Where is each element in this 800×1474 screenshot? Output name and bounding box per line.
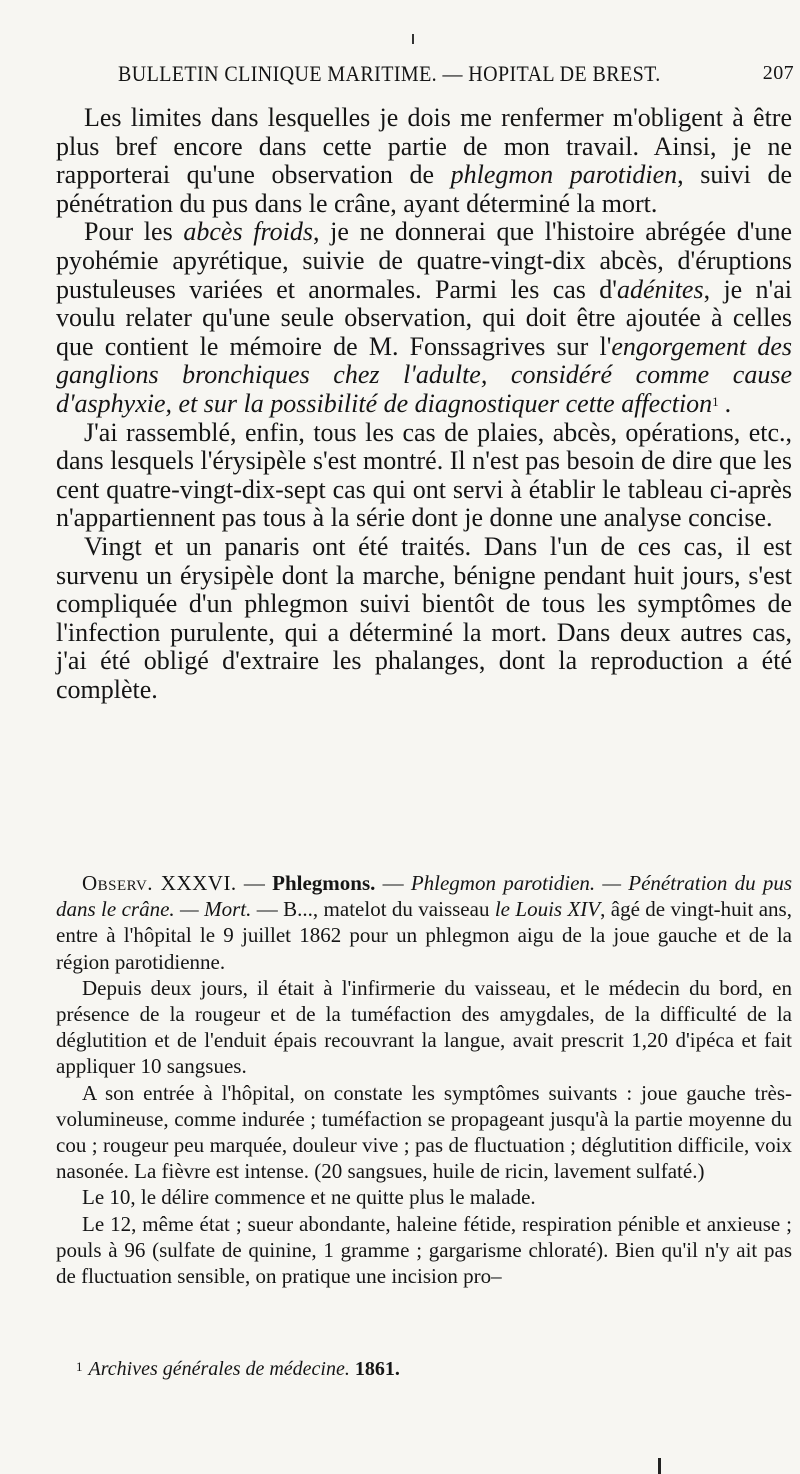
text-span: , je ne donnerai que l'histoire abrégée d'une pyohémie apyrétique, suivie de quatre-vingt-dix abcès, d'éruptions pustuleuses variées et anormales. Parmi les cas d': [56, 217, 793, 304]
page-number: 207: [762, 62, 794, 84]
italic-term: adénites: [616, 274, 704, 304]
paragraph-3: J'ai rassemblé, enfin, tous les cas de plaies, abcès, opérations, etc., dans lesquels l'érysipèle s'est montré. Il n'est pas besoin de dire que les cent quatre-vingt-dix-sept cas qui ont servi à établir le tableau ci-après n'appartiennent pas tous à la série dont je donne une analyse concise.: [56, 417, 792, 533]
paragraph-1: [56, 104, 792, 218]
text-span: Pour les: [84, 217, 184, 247]
observation-paragraph: A son entrée à l'hôpital, on constate les symptômes suivants : joue gauche très-volumineuse, comme indurée ; tuméfaction se propageant jusqu'à la partie moyenne du cou ; rougeur peu marquée, douleur vive ; pas de fluctuation ; déglutition difficile, voix nasonée. La fièvre est intense. (20 sangsues, huile de ricin, lavement sulfaté.): [56, 1080, 792, 1184]
paragraph-4: Vingt et un panaris ont été traités. Dans l'un de ces cas, il est survenu un érysipèle dont la marche, bénigne pendant huit jours, s'est compliquée d'un phlegmon suivi bientôt de tous les symptômes de l'infection purulente, qui a déterminé la mort. Dans deux autres cas, j'ai été obligé d'extraire les phalanges, dont la reproduction a été complète.: [56, 531, 792, 704]
observation-paragraph: Le 12, même état ; sueur abondante, haleine fétide, respiration pénible et anxieuse ; pouls à 96 (sulfate de quinine, 1 gramme ; gargarisme chloraté). Bien qu'il n'y ait pas de fluctuation sensible, on pratique une incision pro–: [56, 1211, 792, 1289]
top-edge-mark: [412, 34, 414, 44]
italic-term: abcès froids: [183, 217, 313, 247]
footnote: [76, 1356, 776, 1382]
observation-category: Phlegmons.: [272, 871, 376, 895]
ship-name: le Louis XIV: [494, 897, 601, 922]
text-span: Les limites dans lesquelles je dois me renfermer m'obligent à être plus bref encore dans cette partie de mon travail. Ainsi, je ne rapporterai qu'une observation de: [56, 103, 792, 190]
text-span: , suivi de pénétration du pus dans le crâne, ayant déterminé la mort.: [56, 160, 792, 218]
observation-paragraph: Depuis deux jours, il était à l'infirmerie du vaisseau, et le médecin du bord, en présence de la rougeur et de la tuméfaction des amygdales, de la difficulté de la déglutition et de l'enduit épais recouvrant la langue, avait prescrit 1,20 d'ipéca et fait appliquer 10 sangsues.: [56, 975, 792, 1079]
text-span: —: [375, 871, 411, 895]
footnote-marker: 1: [76, 1359, 83, 1374]
text-span: — B..., matelot du vaisseau: [251, 897, 495, 922]
footnote-year: 1861.: [349, 1358, 400, 1380]
observation-heading: [56, 870, 792, 975]
text-span: , âgé de vingt-huit ans, entre à l'hôpital le 9 juillet 1862 pour un phlegmon aigu de la joue gauche et de la région parotidienne.: [56, 897, 792, 974]
text-span: .: [724, 388, 732, 418]
bottom-edge-mark: [658, 1458, 661, 1474]
footnote-ref: 1: [712, 393, 719, 409]
observation-paragraph: Le 10, le délire commence et ne quitte plus le malade.: [82, 1185, 536, 1210]
running-head: [118, 62, 794, 94]
observation-title: Phlegmon parotidien. — Pénétration du pus dans le crâne. — Mort.: [56, 871, 793, 922]
paragraph-2: [56, 218, 792, 418]
main-text: [56, 104, 792, 704]
text-span: , je n'ai voulu relater qu'une seule observation, qui doit être ajoutée à celles que contient le mémoire de M. Fonssagrives sur l': [56, 274, 793, 361]
observation-label: Observ. XXXVI.: [82, 871, 237, 895]
footnote-source: Archives générales de médecine.: [88, 1358, 350, 1380]
observation-block: [56, 870, 792, 1289]
italic-term: phlegmon parotidien: [450, 160, 678, 190]
text-span: —: [236, 871, 273, 895]
italic-title: engorgement des ganglions bronchiques chez l'adulte, considéré comme cause d'asphyxie, et sur la possibilité de diagnostiquer cette affection: [56, 331, 792, 418]
running-title: BULLETIN CLINIQUE MARITIME. — HOPITAL DE BREST.: [118, 62, 661, 87]
